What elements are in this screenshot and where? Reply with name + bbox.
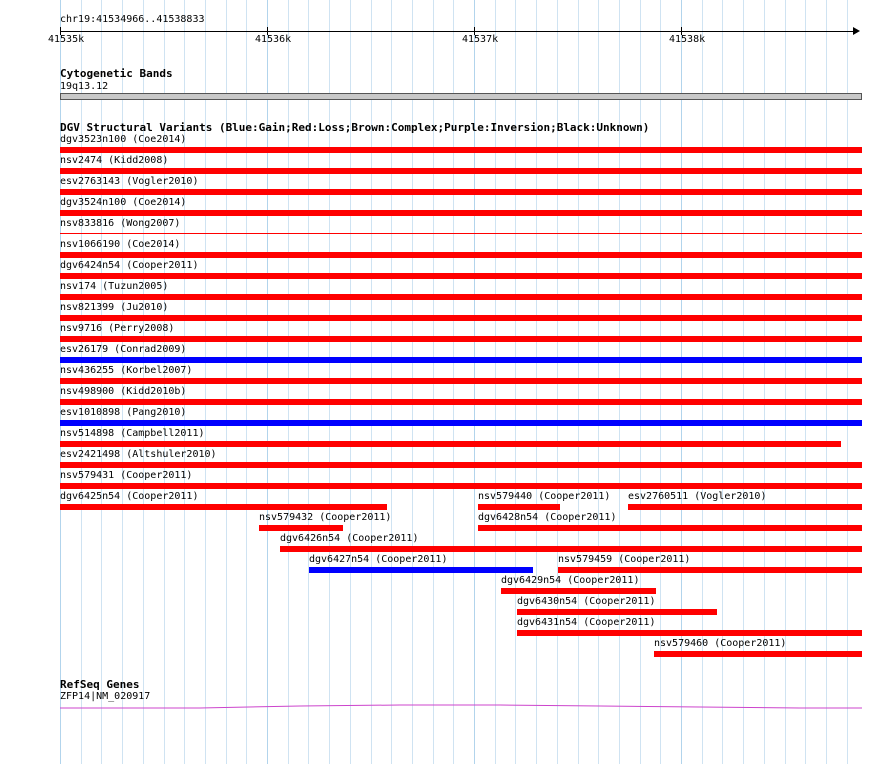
variant-label: nsv498900 (Kidd2010b): [60, 386, 187, 397]
variant-label: nsv579431 (Cooper2011): [60, 470, 193, 481]
variant-label: nsv579432 (Cooper2011): [259, 512, 392, 523]
variant-label: dgv6424n54 (Cooper2011): [60, 260, 199, 271]
position-label: chr19:41534966..41538833: [60, 14, 205, 25]
variant-label: esv26179 (Conrad2009): [60, 344, 187, 355]
variant-label: esv1010898 (Pang2010): [60, 407, 187, 418]
variant-label: esv2760511 (Vogler2010): [628, 491, 767, 502]
ruler-tick-label: 41538k: [669, 34, 706, 45]
cyto-band-label: 19q13.12: [60, 81, 109, 92]
gene-feature-ZFP14[interactable]: [60, 705, 862, 708]
gene-label: ZFP14|NM_020917: [60, 691, 151, 702]
variant-label: esv2763143 (Vogler2010): [60, 176, 199, 187]
variant-label: dgv3523n100 (Coe2014): [60, 134, 187, 145]
variant-label: esv2421498 (Altshuler2010): [60, 449, 217, 460]
variant-label: nsv9716 (Perry2008): [60, 323, 175, 334]
variant-label: dgv3524n100 (Coe2014): [60, 197, 187, 208]
variant-label: dgv6431n54 (Cooper2011): [517, 617, 656, 628]
variant-label: nsv436255 (Korbel2007): [60, 365, 193, 376]
variant-label: dgv6430n54 (Cooper2011): [517, 596, 656, 607]
variant-label: nsv579460 (Cooper2011): [654, 638, 787, 649]
dgv-track-title: DGV Structural Variants (Blue:Gain;Red:Loss;Brown:Complex;Purple:Inversion;Black:Unknown): [60, 121, 650, 134]
ruler-tick-label: 41535k: [48, 34, 85, 45]
ruler-tick-label: 41537k: [462, 34, 499, 45]
cyto-track-title: Cytogenetic Bands: [60, 67, 173, 80]
ruler-tick-label: 41536k: [255, 34, 292, 45]
variant-label: dgv6429n54 (Cooper2011): [501, 575, 640, 586]
variant-label: dgv6427n54 (Cooper2011): [309, 554, 448, 565]
variant-label: nsv833816 (Wong2007): [60, 218, 181, 229]
variant-label: nsv579440 (Cooper2011): [478, 491, 611, 502]
variant-label: nsv514898 (Campbell2011): [60, 428, 205, 439]
variant-label: nsv1066190 (Coe2014): [60, 239, 181, 250]
variant-label: nsv174 (Tuzun2005): [60, 281, 169, 292]
refseq-track-title: RefSeq Genes: [60, 678, 140, 691]
variant-label: dgv6425n54 (Cooper2011): [60, 491, 199, 502]
variant-label: dgv6426n54 (Cooper2011): [280, 533, 419, 544]
variant-label: nsv579459 (Cooper2011): [558, 554, 691, 565]
variant-label: dgv6428n54 (Cooper2011): [478, 512, 617, 523]
variant-label: nsv821399 (Ju2010): [60, 302, 169, 313]
variant-label: nsv2474 (Kidd2008): [60, 155, 169, 166]
